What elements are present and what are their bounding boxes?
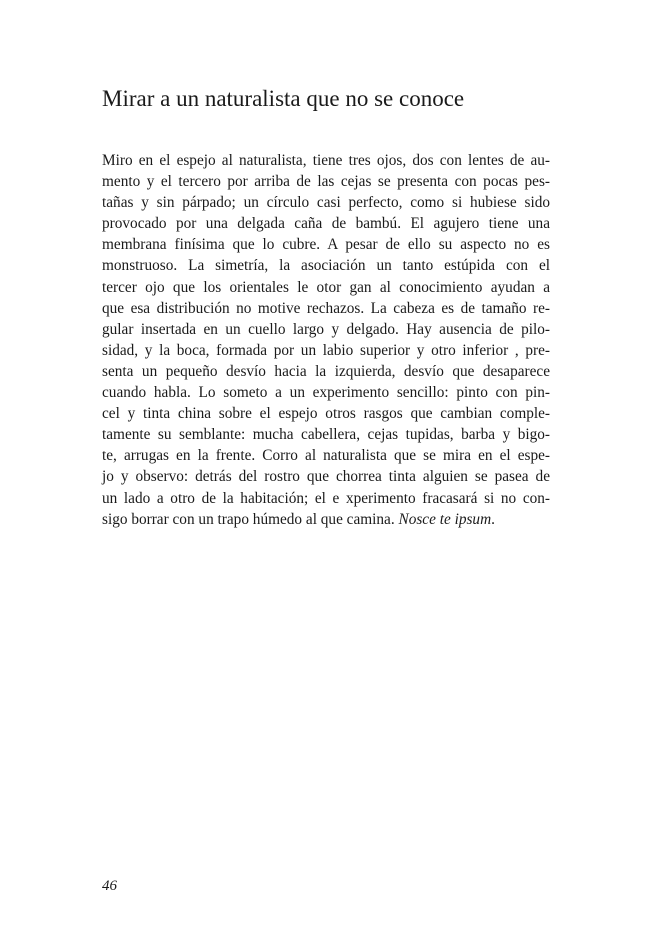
body-paragraph	[102, 150, 550, 530]
closing-period: .	[491, 510, 495, 528]
page-number: 46	[102, 878, 117, 894]
text-line-last-start: sigo borrar con un trapo húmedo al que camina.	[102, 510, 399, 528]
text-line: sidad, y la boca, formada por un labio superior y otro inferior , pre-	[102, 341, 550, 359]
text-line-last	[102, 509, 550, 530]
text-line: provocado por una delgada caña de bambú. El agujero tiene una	[102, 215, 550, 233]
latin-phrase: Nosce te ipsum	[398, 510, 492, 528]
text-line: jo y observo: detrás del rostro que chorrea tinta alguien se pasea de	[102, 468, 550, 486]
text-line: gular insertada en un cuello largo y delgado. Hay ausencia de pilo-	[102, 320, 550, 338]
text-line: tercer ojo que los orientales le otor gan al conocimiento ayudan a	[102, 278, 550, 296]
text-line: monstruoso. La simetría, la asociación un tanto estúpida con el	[102, 257, 550, 275]
text-line: mento y el tercero por arriba de las cejas se presenta con pocas pes-	[102, 173, 550, 191]
text-line: cel y tinta china sobre el espejo otros rasgos que cambian comple-	[102, 405, 550, 423]
text-line: senta un pequeño desvío hacia la izquierda, desvío que desaparece	[102, 362, 550, 380]
text-line: que esa distribución no motive rechazos. La cabeza es de tamaño re-	[102, 299, 550, 317]
text-line: tamente su semblante: mucha cabellera, cejas tupidas, barba y bigo-	[102, 426, 550, 444]
text-line: te, arrugas en la frente. Corro al naturalista que se mira en el espe-	[102, 447, 550, 465]
text-line: membrana finísima que lo cubre. A pesar de ello su aspecto no es	[102, 236, 550, 254]
text-line: cuando habla. Lo someto a un experimento sencillo: pinto con pin-	[102, 384, 550, 402]
text-line: tañas y sin párpado; un círculo casi perfecto, como si hubiese sido	[102, 194, 550, 212]
page-title: Mirar a un naturalista que no se conoce	[102, 86, 465, 111]
text-line: un lado a otro de la habitación; el e xperimento fracasará si no con-	[102, 489, 550, 507]
text-line: Miro en el espejo al naturalista, tiene tres ojos, dos con lentes de au-	[102, 152, 550, 169]
